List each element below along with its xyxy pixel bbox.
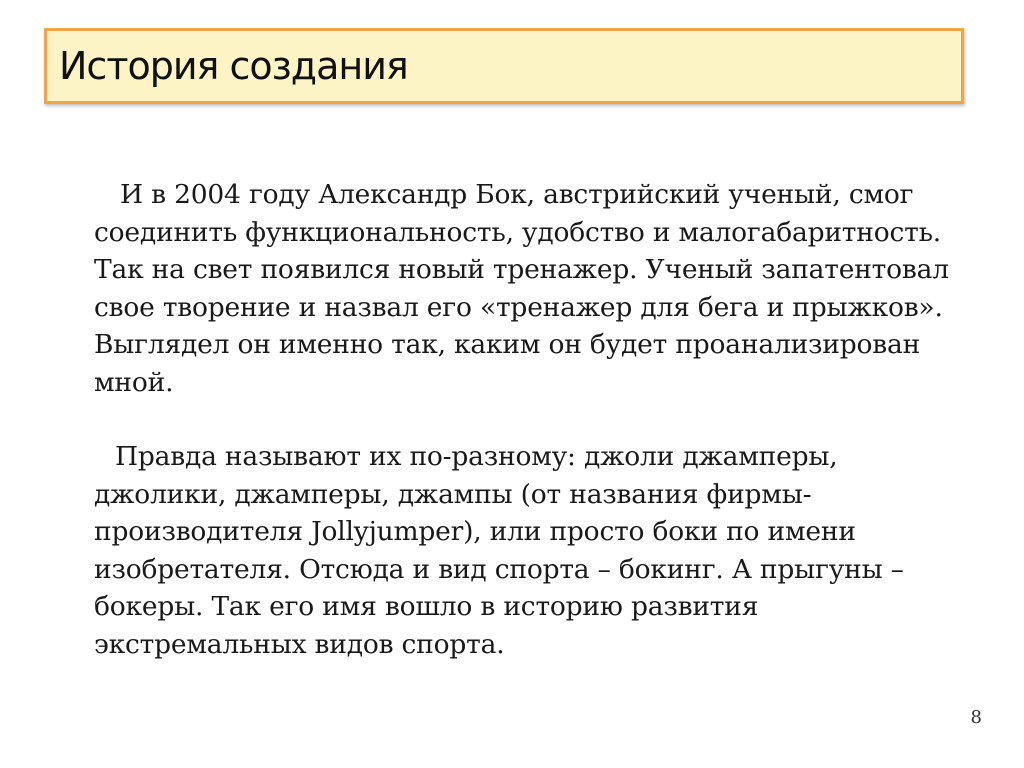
body-paragraph-2: Правда называют их по-разному: джоли джамперы, джолики, джамперы, джампы (от названия фирмы-производителя Jollyjumper), или просто боки по имени изобретателя. Отсюда и вид спорта – бокинг. А прыгуны – бокеры. Так его имя вошло в историю развития экстремальных видов спорта.	[94, 441, 904, 660]
slide-title: История создания	[59, 44, 408, 88]
page-number: 8	[970, 707, 982, 728]
body-paragraph-1: И в 2004 году Александр Бок, австрийский ученый, смог соединить функциональность, удобство и малогабаритность. Так на свет появился новый тренажер. Ученый запатентовал свое творение и назвал его «тренажер для бега и прыжков». Выглядел он именно так, каким он будет проанализирован мной.	[94, 179, 949, 398]
slide-body	[94, 176, 974, 663]
slide-title-box	[44, 28, 964, 104]
